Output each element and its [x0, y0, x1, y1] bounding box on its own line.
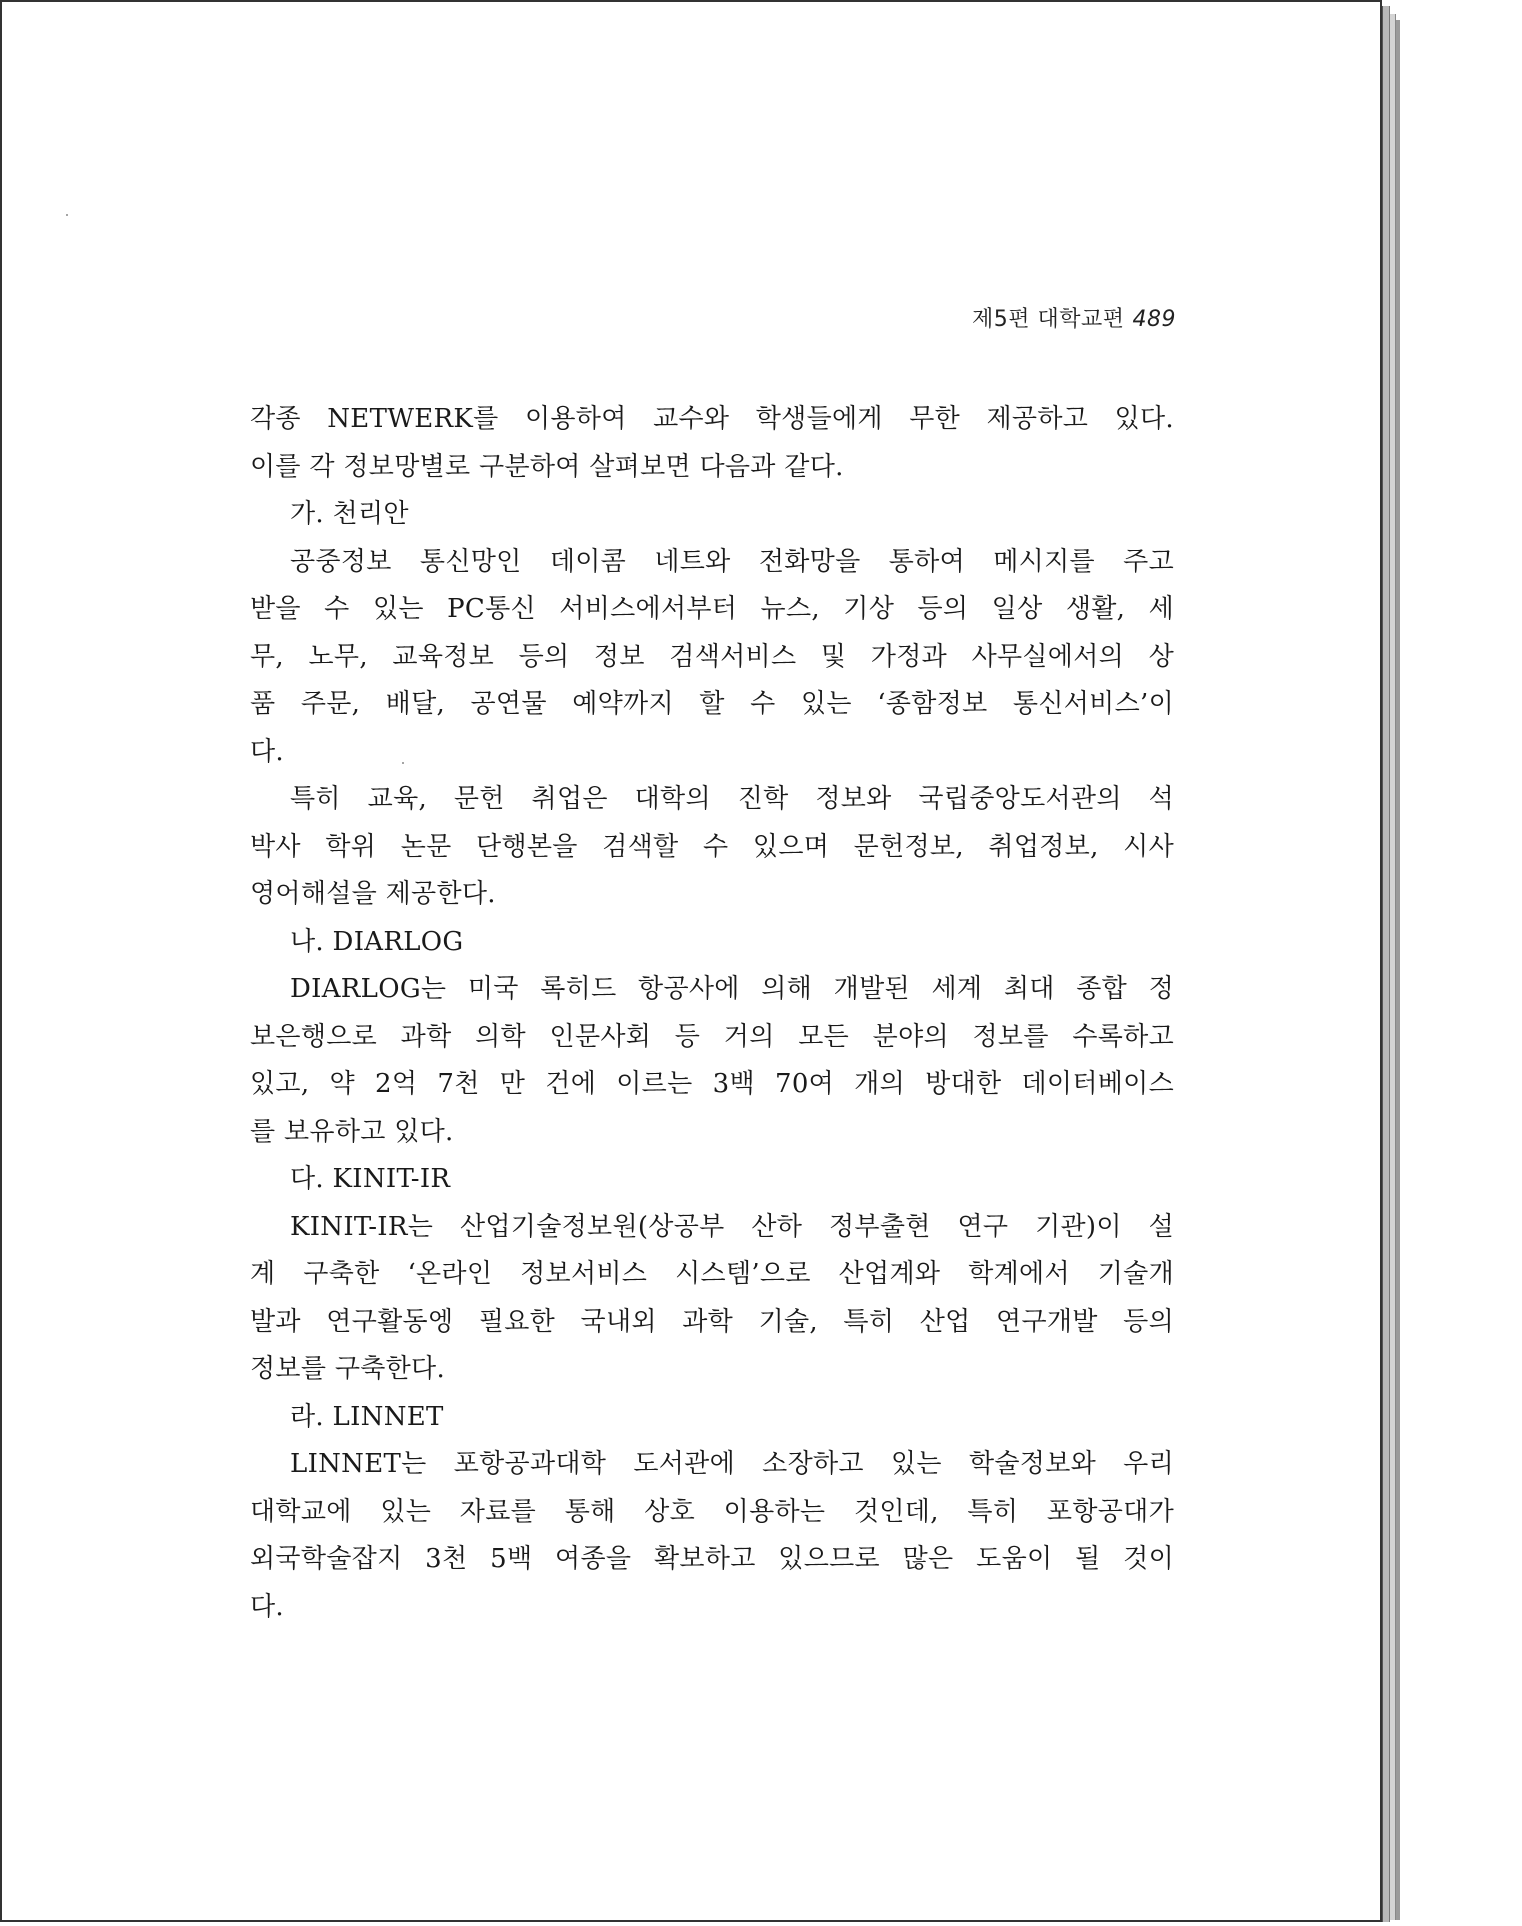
scan-speck: [66, 214, 68, 216]
section-heading-b: 나. DIARLOG: [290, 926, 464, 957]
text-line: 정보를 구축한다.: [250, 1354, 446, 1384]
body-text: [250, 396, 1174, 1631]
page-stack-edge: [1382, 6, 1390, 1922]
text-line: 이를 각 정보망별로 구분하여 살펴보면 다음과 같다.: [250, 451, 844, 482]
text-line: 보은행으로 과학 의학 인문사회 등 거의 모든 분야의 정보를 수록하고: [250, 1021, 1174, 1052]
text-line: 대학교에 있는 자료를 통해 상호 이용하는 것인데, 특히 포항공대가: [250, 1496, 1174, 1527]
text-line: 품 주문, 배달, 공연물 예약까지 할 수 있는 ‘종함정보 통신서비스’이: [250, 689, 1174, 719]
text-line: 박사 학위 논문 단행본을 검색할 수 있으며 문헌정보, 취업정보, 시사: [250, 831, 1174, 862]
text-line: LINNET는 포항공과대학 도서관에 소장하고 있는 학술정보와 우리: [290, 1449, 1174, 1479]
page-number: 489: [1132, 307, 1176, 332]
text-line: KINIT-IR는 산업기술정보원(상공부 산하 정부출현 연구 기관)이 설: [290, 1211, 1174, 1242]
text-line: 영어해설을 제공한다.: [250, 879, 496, 909]
text-line: DIARLOG는 미국 록히드 항공사에 의해 개발된 세계 최대 종합 정: [290, 974, 1174, 1004]
text-line: 각종 NETWERK를 이용하여 교수와 학생들에게 무한 제공하고 있다.: [250, 404, 1174, 434]
text-line: 다.: [250, 736, 284, 767]
page-stack-edge: [1396, 20, 1400, 1920]
text-line: 무, 노무, 교육정보 등의 정보 검색서비스 및 가정과 사무실에서의 상: [250, 641, 1174, 672]
text-line: 받을 수 있는 PC통신 서비스에서부터 뉴스, 기상 등의 일상 생활, 세: [250, 594, 1174, 624]
text-line: 특히 교육, 문헌 취업은 대학의 진학 정보와 국립중앙도서관의 석: [290, 784, 1174, 814]
text-line: 다.: [250, 1591, 284, 1622]
text-line: 공중정보 통신망인 데이콤 네트와 전화망을 통하여 메시지를 주고: [290, 546, 1174, 577]
section-heading-c: 다. KINIT-IR: [290, 1164, 451, 1194]
text-line: 있고, 약 2억 7천 만 건에 이르는 3백 70여 개의 방대한 데이터베이스: [250, 1069, 1174, 1099]
text-line: 계 구축한 ‘온라인 정보서비스 시스템’으로 산업계와 학계에서 기술개: [250, 1259, 1174, 1289]
running-head: [972, 302, 1176, 333]
section-heading-d: 라. LINNET: [290, 1401, 444, 1432]
text-line: 발과 연구활동엥 필요한 국내외 과학 기술, 특히 산업 연구개발 등의: [250, 1306, 1174, 1337]
text-line: 외국학술잡지 3천 5백 여종을 확보하고 있으므로 많은 도움이 될 것이: [250, 1544, 1174, 1574]
section-title: 제5편 대학교편: [971, 307, 1125, 332]
text-line: 를 보유하고 있다.: [250, 1116, 454, 1147]
section-heading-a: 가. 천리안: [290, 499, 409, 529]
